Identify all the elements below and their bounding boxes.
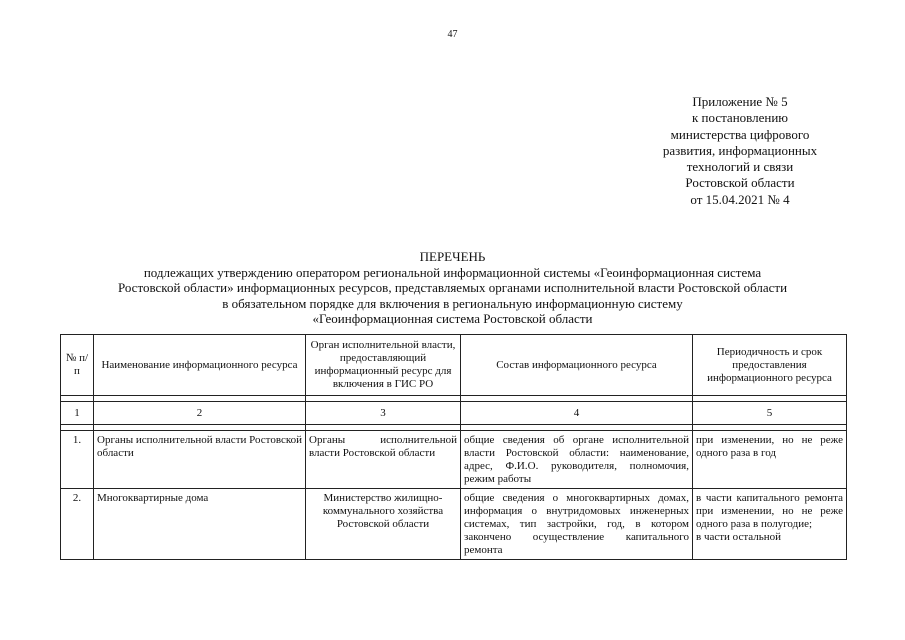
resource-composition: общие сведения о многоквартирных домах, информация о внутридомовых инженерных системах, тип застройки, год, в котором закончено осуществление капитального ремонта — [461, 489, 693, 560]
row-number: 1. — [61, 431, 94, 489]
title-line: подлежащих утверждению оператором региональной информационной системы «Геоинформационная система — [143, 264, 762, 280]
submission-period-cell — [693, 489, 847, 560]
executive-body: Министерство жилищно-коммунального хозяйства Ростовской области — [306, 489, 461, 560]
appendix-line: от 15.04.2021 № 4 — [690, 191, 790, 207]
column-number: 3 — [306, 402, 461, 425]
title-heading: ПЕРЕЧЕНЬ — [419, 249, 486, 264]
header-resource-name: Наименование информационного ресурса — [94, 335, 306, 396]
column-number: 2 — [94, 402, 306, 425]
resource-name: Органы исполнительной власти Ростовской области — [94, 431, 306, 489]
executive-body: Органы исполнительной власти Ростовской области — [306, 431, 461, 489]
submission-period-continued: в части остальной — [696, 531, 782, 543]
row-number: 2. — [61, 489, 94, 560]
appendix-line: к постановлению — [691, 110, 789, 126]
document-title — [40, 249, 865, 327]
appendix-line: Ростовской области — [685, 175, 795, 191]
table-row — [61, 431, 847, 489]
header-periodicity: Периодичность и срок предоставления информационного ресурса — [693, 335, 847, 396]
resource-composition: общие сведения об органе исполнительной власти Ростовской области: наименование, адрес, Ф.И.О. руководителя, полномочия, режим работы — [461, 431, 693, 489]
column-numbering-row — [61, 402, 847, 425]
appendix-line: министерства цифрового — [670, 126, 810, 142]
title-line: «Геоинформационная система Ростовской области — [312, 311, 593, 327]
table-header-row — [61, 335, 847, 396]
column-number: 4 — [461, 402, 693, 425]
appendix-line: развития, информационных — [662, 142, 818, 158]
appendix-line: технологий и связи — [686, 159, 794, 175]
submission-period: при изменении, но не реже одного раза в год — [693, 431, 847, 489]
title-line: в обязательном порядке для включения в региональную информационную систему — [222, 295, 683, 311]
submission-period: в части капитального ремонта при изменении, но не реже одного раза в полугодие; — [696, 492, 843, 530]
appendix-line: Приложение № 5 — [692, 94, 788, 109]
column-number: 1 — [61, 402, 94, 425]
title-line: Ростовской области» информационных ресурсов, представляемых органами исполнительной власти Ростовской области — [117, 280, 788, 296]
header-composition: Состав информационного ресурса — [461, 335, 693, 396]
table-row — [61, 489, 847, 560]
column-number: 5 — [693, 402, 847, 425]
appendix-block — [620, 94, 860, 208]
page-number: 47 — [447, 29, 458, 40]
header-number: № п/п — [61, 335, 94, 396]
resource-name: Многоквартирные дома — [94, 489, 306, 560]
resources-table — [60, 334, 847, 560]
header-executive-body: Орган исполнительной власти, предоставляющий информационный ресурс для включения в ГИС РО — [306, 335, 461, 396]
